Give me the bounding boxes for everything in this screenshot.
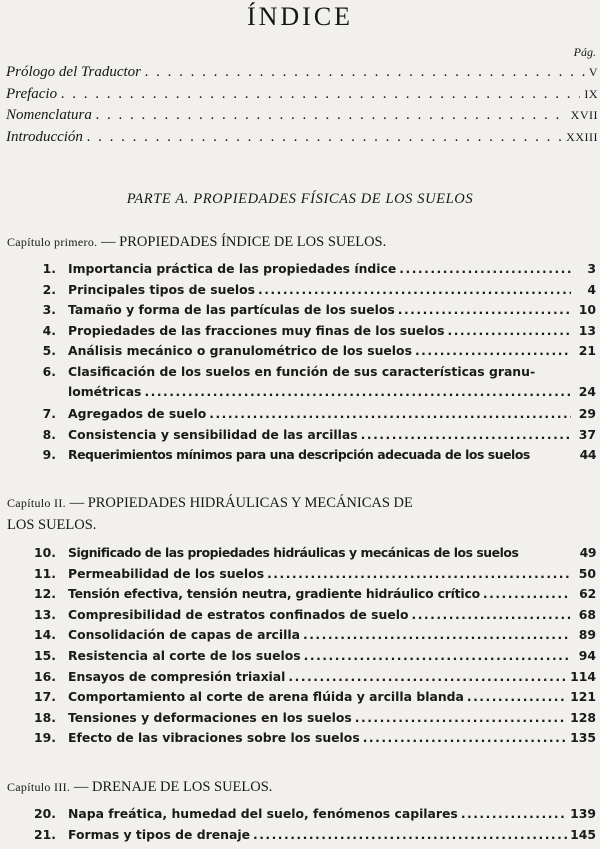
dot-leader [467,689,567,704]
entry-page: 128 [570,709,596,725]
entry-title: Resistencia al corte de los suelos [68,647,301,663]
chapter-entries [0,804,600,845]
chapter-entries [0,543,600,749]
entry-title: Tensión efectiva, tensión neutra, gradiente hidráulico crítico [68,586,480,602]
dot-leader [399,261,571,276]
entry-page: 13 [578,322,596,338]
entry-number: 5. [42,343,56,359]
dot-leader [144,384,571,399]
entry-page: 4 [587,281,596,297]
entry-number: 7. [42,405,56,421]
entry-page: 94 [578,647,596,663]
entry-page: 24 [578,383,596,399]
entry-title: Importancia práctica de las propiedades índice [68,261,397,276]
chapter-title: — DRENAJE DE LOS SUELOS. [70,779,273,795]
entry-title: Formas y tipos de drenaje [68,826,250,842]
entry-title: Significado de las propiedades hidráulicas y mecánicas de los suelos [68,545,519,560]
dot-leader [483,586,571,601]
toc-entry [0,667,600,688]
entry-number: 20. [34,806,56,821]
chapter-prefix: Capítulo III. [7,780,71,794]
entry-page: 10 [578,302,596,318]
entry-title: Comportamiento al corte de arena flúida y arcilla blanda [68,689,464,705]
entry-number: 13. [34,606,56,622]
entry-page: 50 [578,565,596,581]
chapter-title: — PROPIEDADES ÍNDICE DE LOS SUELOS. [97,234,387,250]
entry-title: Napa freática, humedad del suelo, fenómenos capilares [68,806,458,821]
front-matter-item [6,64,598,86]
entry-number: 12. [34,586,56,602]
toc-entry [0,625,600,646]
toc-entry [0,280,600,301]
toc-entry [0,425,600,446]
dot-leader [303,627,571,642]
toc-entry [0,804,600,825]
entry-page: 145 [570,826,596,842]
chapter-title: — PROPIEDADES HIDRÁULICAS Y MECÁNICAS DE [65,495,413,511]
entry-title: Clasificación de los suelos en función de sus características granu- [68,363,536,379]
toc-entry [0,404,600,425]
chapter-title-continuation: LOS SUELOS. [7,517,97,533]
entry-title: Análisis mecánico o granulométrico de los suelos [68,343,412,359]
dot-leader [412,607,572,622]
entry-page: 139 [570,806,596,821]
front-matter-list [6,64,598,150]
entry-title: Propiedades de las fracciones muy finas de los suelos [68,322,445,338]
entry-page: 44 [579,447,596,463]
entry-page: 89 [578,627,596,643]
entry-number: 2. [42,281,56,297]
toc-entry [0,321,600,342]
front-matter-page: XXIII [566,129,598,144]
entry-title: Efecto de las vibraciones sobre los suelos [68,730,360,746]
front-matter-label: Nomenclatura [6,107,92,123]
dot-leader [209,406,571,421]
entry-title: Consistencia y sensibilidad de las arcillas [68,426,358,442]
dot-leader [398,302,571,317]
entry-title: Agregados de suelo [68,405,207,421]
entry-page: 21 [578,343,596,359]
entry-title: Tamaño y forma de las partículas de los suelos [68,302,395,318]
toc-entry [0,362,600,404]
entry-title-continuation: lométricas [68,383,142,399]
entry-page: 49 [579,545,596,560]
dot-leader [61,86,580,103]
dot-leader [363,730,567,745]
entry-number: 8. [42,426,56,442]
part-title: PARTE A. PROPIEDADES FÍSICAS DE LOS SUELOS [126,191,474,207]
entry-number: 15. [34,647,56,663]
dot-leader [304,648,571,663]
entry-page: 3 [587,261,596,276]
front-matter-page: V [588,65,598,79]
front-matter-label: Introducción [6,128,83,145]
dot-leader [461,806,567,821]
entry-page: 37 [578,426,596,442]
entry-title: Permeabilidad de los suelos [68,565,265,581]
entry-number: 9. [42,447,56,463]
front-matter-item [6,86,598,108]
toc-entry [0,728,600,749]
entry-title: Tensiones y deformaciones en los suelos [68,709,352,725]
entry-number: 21. [34,826,56,842]
toc-entry [0,341,600,362]
entry-page: 135 [570,730,596,746]
entry-number: 4. [42,322,56,338]
dot-leader [267,566,571,581]
entry-number: 14. [34,627,56,643]
toc-entry [0,259,600,280]
entry-page: 114 [570,668,596,684]
dot-leader [96,107,567,124]
toc-entry [0,825,600,846]
front-matter-page: XVII [570,108,598,122]
front-matter-item [6,107,598,129]
dot-leader [415,343,571,358]
entry-title: Consolidación de capas de arcilla [68,627,300,643]
entry-title: Compresibilidad de estratos confinados de suelo [68,606,409,622]
dot-leader [258,282,571,297]
toc-entry [0,564,600,585]
entry-number: 19. [34,730,56,746]
entry-number: 16. [34,668,56,684]
page-title: ÍNDICE [246,2,354,31]
chapter-entries [0,259,600,466]
entry-number: 18. [34,709,56,725]
entry-title: Requerimientos mínimos para una descripción adecuada de los suelos [68,447,530,463]
dot-leader [288,669,567,684]
chapter-heading [7,492,560,536]
entry-number: 1. [42,261,56,276]
toc-entry [0,300,600,321]
entry-page: 68 [578,606,596,622]
front-matter-page: IX [584,86,598,101]
front-matter-item [6,129,598,151]
chapter-prefix: Capítulo II. [7,496,66,510]
entry-number: 3. [42,302,56,318]
entry-title: Principales tipos de suelos [68,281,255,297]
dot-leader [253,827,567,842]
dot-leader [87,129,562,146]
chapter-heading [7,776,560,798]
toc-entry [0,445,600,466]
front-matter-label: Prefacio [6,85,58,102]
entry-number: 10. [34,545,56,560]
toc-entry [0,584,600,605]
toc-entry [0,543,600,564]
front-matter-label: Prólogo del Traductor [6,64,142,80]
entry-number: 6. [42,363,56,379]
dot-leader [355,710,567,725]
toc-entry [0,708,600,729]
entry-number: 11. [34,565,56,581]
dot-leader [145,64,585,81]
page-column-label: Pág. [573,45,596,59]
chapter-prefix: Capítulo primero. [7,235,98,249]
toc-entry [0,687,600,708]
toc-entry [0,605,600,626]
toc-entry [0,646,600,667]
entry-page: 121 [570,689,596,705]
entry-page: 62 [579,586,596,602]
dot-leader [447,323,571,338]
entry-page: 29 [578,405,596,421]
dot-leader [361,427,571,442]
entry-number: 17. [34,689,56,705]
entry-title: Ensayos de compresión triaxial [68,668,286,684]
chapter-heading [7,231,560,253]
